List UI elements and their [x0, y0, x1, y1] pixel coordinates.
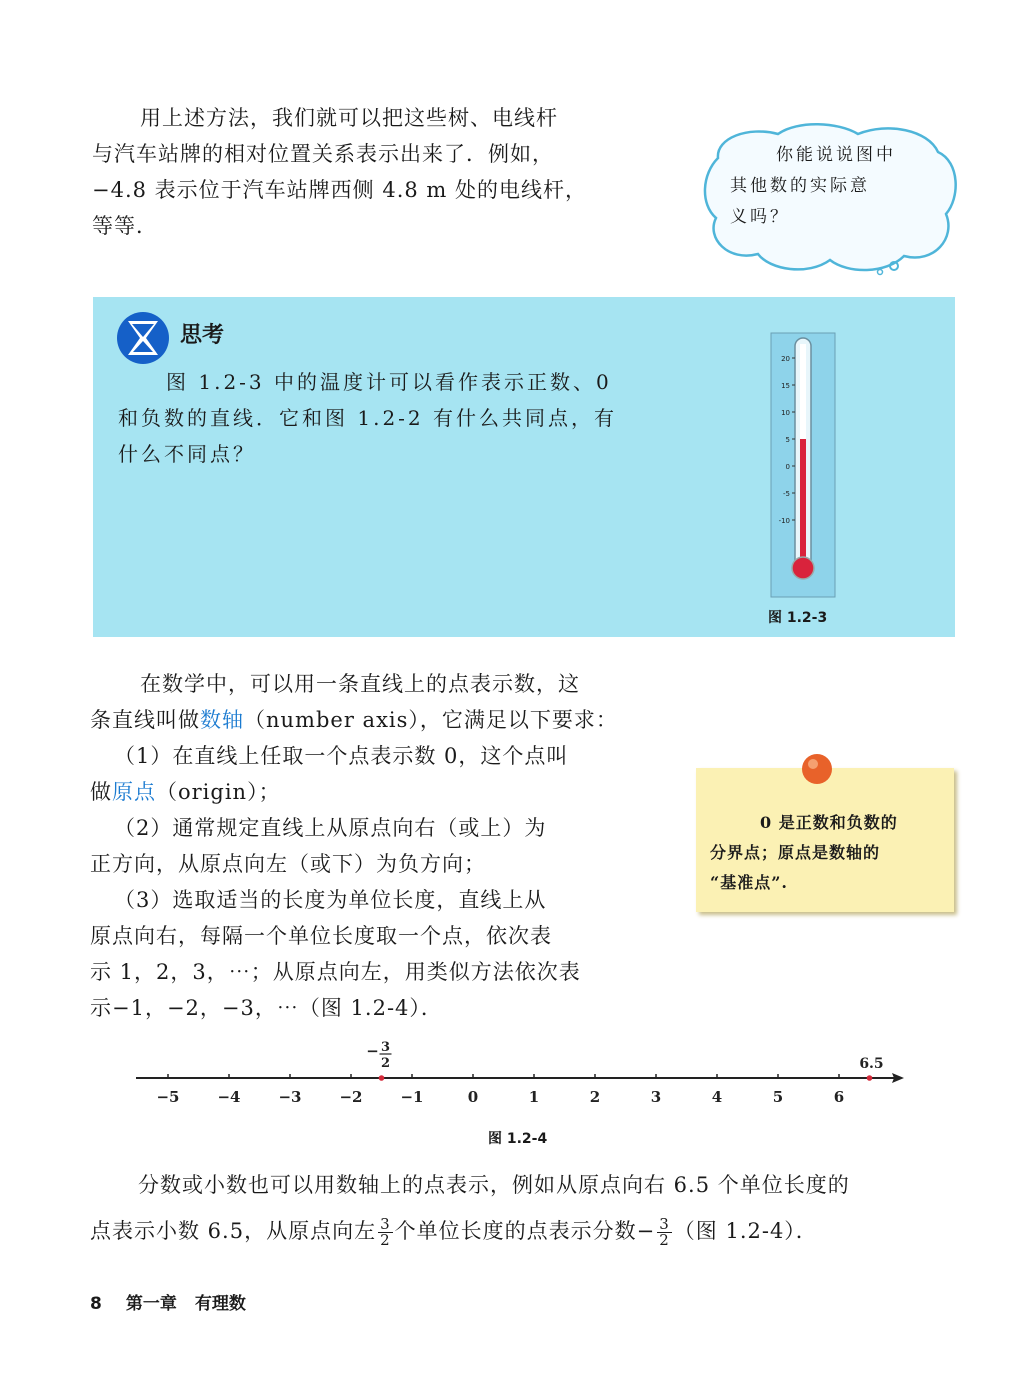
- page-number: 8: [90, 1294, 102, 1314]
- intro-line: −4.8 表示位于汽车站牌西侧 4.8 m 处的电线杆，: [92, 178, 588, 202]
- def-line: 正方向，从原点向左（或下）为负方向；: [90, 852, 486, 876]
- thermometer-mercury: [800, 439, 806, 568]
- number-line-tick-label: −1: [400, 1088, 424, 1106]
- fraction-numerator: 3: [380, 1215, 391, 1233]
- term-number-axis: 数轴: [200, 708, 244, 732]
- cloud-line: 义吗？: [730, 207, 790, 227]
- number-line-tick-label: 0: [467, 1088, 479, 1106]
- pushpin-icon: [800, 752, 834, 786]
- number-line-tick-label: 1: [528, 1088, 540, 1106]
- think-title: 思考: [180, 323, 225, 348]
- number-line-tick-label: 3: [650, 1088, 662, 1106]
- def-text: 做: [90, 780, 112, 804]
- think-text: [118, 364, 617, 472]
- conclusion-line: [90, 1208, 850, 1254]
- thermometer-tick-label: -10: [778, 517, 790, 525]
- conclusion-text: 个单位长度的点表示分数−: [394, 1219, 656, 1243]
- def-line: （2）通常规定直线上从原点向右（或上）为: [114, 816, 547, 840]
- number-line-tick-label: −3: [278, 1088, 302, 1106]
- number-line-point: [379, 1075, 385, 1081]
- fraction-denominator: 2: [659, 1231, 670, 1249]
- conclusion-paragraph: [90, 1162, 850, 1254]
- fraction-numerator: 3: [659, 1215, 670, 1233]
- def-text: 条直线叫做: [90, 708, 200, 732]
- think-line: 和负数的直线．它和图 1.2-2 有什么共同点，有: [118, 406, 618, 430]
- figure-caption-1-2-4: 图 1.2-4: [488, 1131, 548, 1147]
- number-line-tick-label: −2: [339, 1088, 363, 1106]
- conclusion-text: （图 1.2-4）．: [673, 1219, 818, 1243]
- conclusion-text: 点表示小数 6.5，从原点向左: [90, 1219, 377, 1243]
- number-line-tick-label: −5: [156, 1088, 180, 1106]
- point-label-denominator: 2: [380, 1056, 391, 1071]
- note-line: 0 是正数和负数的: [760, 813, 898, 832]
- cloud-line: 其他数的实际意: [730, 176, 870, 196]
- hourglass-icon: [116, 311, 170, 365]
- thermometer-tick-label: 15: [781, 382, 790, 390]
- def-line: （3）选取适当的长度为单位长度，直线上从: [114, 888, 547, 912]
- term-origin: 原点: [112, 780, 156, 804]
- number-line: [130, 1036, 910, 1116]
- thermometer: [770, 332, 836, 598]
- chapter-label: 第一章: [125, 1294, 177, 1314]
- fraction-3-2: [378, 1217, 393, 1248]
- def-line: [90, 702, 618, 738]
- def-text: （origin）；: [156, 780, 281, 804]
- note-line: 分界点；原点是数轴的: [710, 843, 881, 862]
- number-line-point: [867, 1075, 873, 1081]
- fraction-3-2: [657, 1217, 672, 1248]
- point-label-numerator: 3: [380, 1040, 391, 1055]
- thermometer-tick-label: 5: [785, 436, 790, 444]
- number-line-tick-label: 6: [833, 1088, 845, 1106]
- figure-caption-1-2-3: 图 1.2-3: [768, 610, 828, 626]
- conclusion-line: 分数或小数也可以用数轴上的点表示，例如从原点向右 6.5 个单位长度的: [138, 1173, 850, 1197]
- def-text: （number axis），它满足以下要求：: [244, 708, 618, 732]
- think-line: 什么不同点？: [118, 442, 256, 466]
- think-line: 图 1.2-3 中的温度计可以看作表示正数、0: [166, 370, 612, 394]
- point-label: 6.5: [859, 1056, 884, 1072]
- thermometer-bulb: [792, 557, 814, 579]
- cloud-note-text: [730, 140, 920, 233]
- def-line: 原点向右，每隔一个单位长度取一个点，依次表: [90, 924, 552, 948]
- intro-paragraph: [92, 100, 587, 244]
- def-line: 示−1，−2，−3，⋯（图 1.2-4）．: [90, 996, 443, 1020]
- number-line-tick-label: 5: [772, 1088, 784, 1106]
- def-line: [90, 774, 618, 810]
- number-line-tick-label: 4: [711, 1088, 723, 1106]
- intro-line: 用上述方法，我们就可以把这些树、电线杆: [140, 106, 558, 130]
- fraction-denominator: 2: [380, 1231, 391, 1249]
- def-line: （1）在直线上任取一个点表示数 0，这个点叫: [114, 744, 569, 768]
- page-footer: [90, 1289, 246, 1314]
- def-line: 在数学中，可以用一条直线上的点表示数，这: [140, 672, 580, 696]
- thermometer-tick-label: 10: [781, 409, 790, 417]
- point-label-sign: −: [366, 1042, 379, 1060]
- definition-paragraph: [90, 666, 618, 1026]
- sticky-note-text: [710, 808, 940, 898]
- note-line: “基准点”.: [710, 873, 788, 892]
- number-line-tick-label: −4: [217, 1088, 241, 1106]
- chapter-title: 有理数: [194, 1294, 246, 1314]
- number-line-tick-label: 2: [589, 1088, 601, 1106]
- intro-line: 等等．: [92, 214, 158, 238]
- cloud-line: 你能说说图中: [776, 145, 896, 165]
- thermometer-tick-label: -5: [783, 490, 790, 498]
- intro-line: 与汽车站牌的相对位置关系表示出来了．例如，: [92, 142, 554, 166]
- thermometer-tick-label: 0: [785, 463, 790, 471]
- thermometer-tick-label: 20: [781, 355, 790, 363]
- def-line: 示 1，2，3，⋯；从原点向左，用类似方法依次表: [90, 960, 581, 984]
